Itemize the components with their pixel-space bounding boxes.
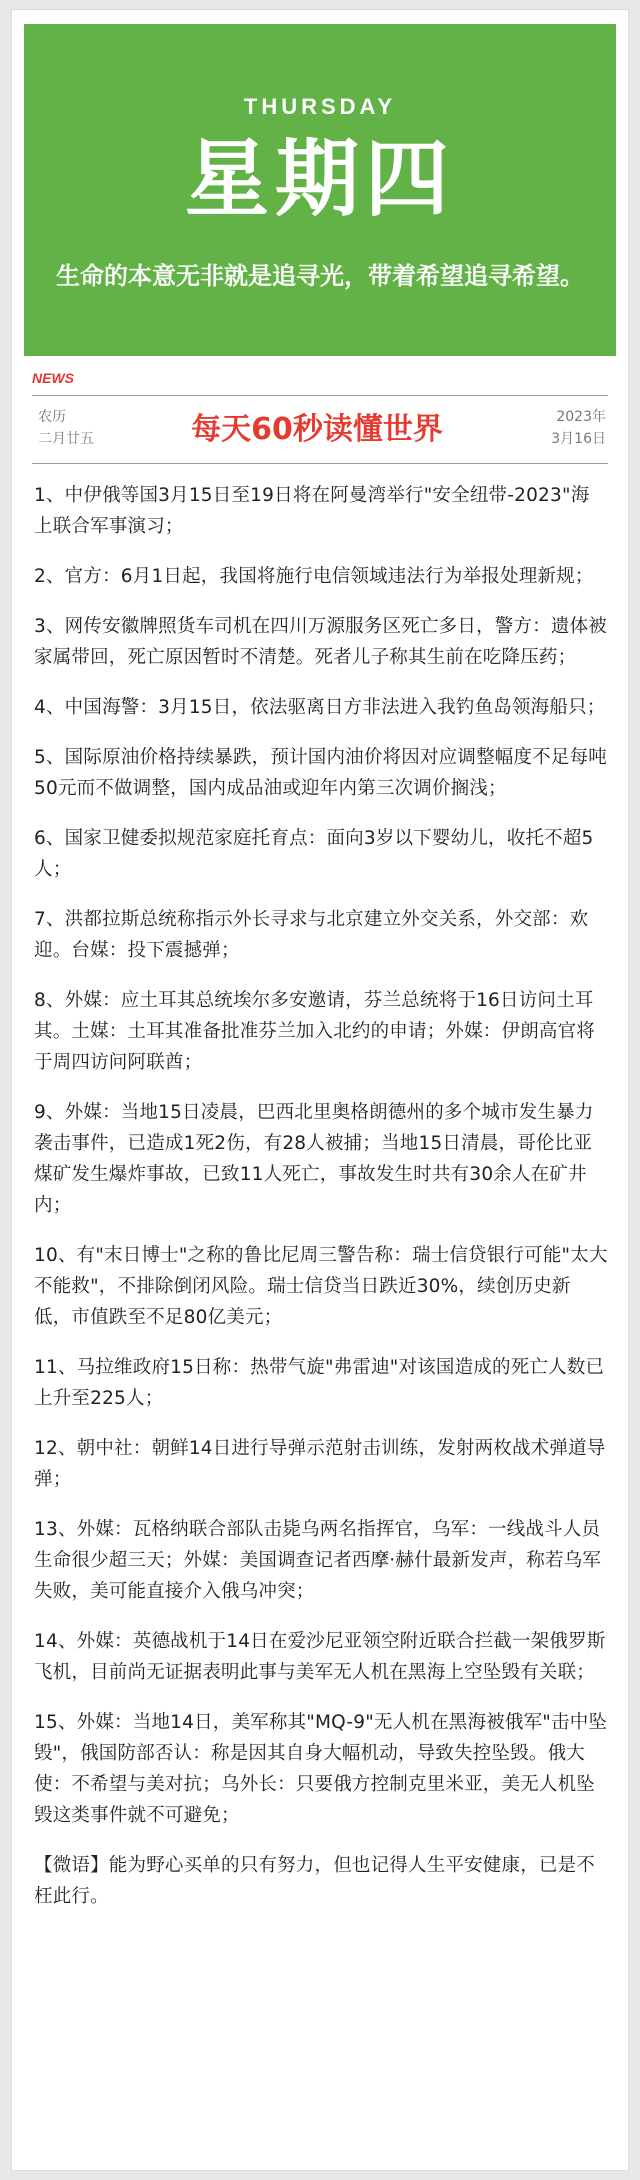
news-tag: NEWS xyxy=(32,370,74,386)
weekday-english: THURSDAY xyxy=(243,94,397,119)
lunar-date-block xyxy=(38,406,94,450)
news-item: 12、朝中社：朝鲜14日进行导弹示范射击训练，发射两枚战术弹道导弹； xyxy=(34,1438,606,1490)
news-item: 8、外媒：应土耳其总统埃尔多安邀请，芬兰总统将于16日访问土耳其。土媒：土耳其准备批准芬兰加入北约的申请；外媒：伊朗高官将于周四访问阿联酋； xyxy=(34,990,596,1073)
header-top-divider xyxy=(32,395,608,396)
news-item: 1、中伊俄等国3月15日至19日将在阿曼湾举行"安全纽带-2023"海上联合军事演习； xyxy=(34,485,590,537)
lunar-label: 农历 xyxy=(38,409,66,425)
date-year: 2023年 xyxy=(556,409,606,425)
news-card xyxy=(12,10,628,2170)
weekday-banner xyxy=(24,24,616,356)
news-item: 10、有"末日博士"之称的鲁比尼周三警告称：瑞士信贷银行可能"太大不能救"，不排除倒闭风险。瑞士信贷当日跌近30%，续创历史新低，市值跌至不足80亿美元； xyxy=(34,1245,608,1328)
news-item: 11、马拉维政府15日称：热带气旋"弗雷迪"对该国造成的死亡人数已上升至225人； xyxy=(34,1357,605,1409)
news-item: 14、外媒：英德战机于14日在爱沙尼亚领空附近联合拦截一架俄罗斯飞机，目前尚无证据表明此事与美军无人机在黑海上空坠毁有关联； xyxy=(34,1631,606,1683)
news-item: 5、国际原油价格持续暴跌，预计国内油价将因对应调整幅度不足每吨50元而不做调整，国内成品油或迎年内第三次调价搁浅； xyxy=(34,747,607,799)
gregorian-date-block xyxy=(551,406,606,450)
news-item: 4、中国海警：3月15日，依法驱离日方非法进入我钓鱼岛领海船只； xyxy=(34,697,606,718)
page-title: 每天60秒读懂世界 xyxy=(191,412,443,447)
news-item: 15、外媒：当地14日，美军称其"MQ-9"无人机在黑海被俄军"击中坠毁"，俄国防部否认：称是因其自身大幅机动，导致失控坠毁。俄大使：不希望与美对抗；乌外长：只要俄方控制克里米亚，美无人机坠毁这类事件就不可避免； xyxy=(34,1712,608,1826)
banner-slogan: 生命的本意无非就是追寻光，带着希望追寻希望。 xyxy=(56,262,584,290)
news-item: 3、网传安徽牌照货车司机在四川万源服务区死亡多日，警方：遗体被家属带回，死亡原因暂时不清楚。死者儿子称其生前在吃降压药； xyxy=(34,616,607,668)
news-item: 6、国家卫健委拟规范家庭托育点：面向3岁以下婴幼儿，收托不超5人； xyxy=(34,828,594,880)
weekday-chinese: 星期四 xyxy=(184,130,455,228)
news-item: 9、外媒：当地15日凌晨，巴西北里奥格朗德州的多个城市发生暴力袭击事件，已造成1死2伤，有28人被捕；当地15日清晨，哥伦比亚煤矿发生爆炸事故，已致11人死亡，事故发生时共有30余人在矿井内； xyxy=(34,1102,594,1216)
news-list xyxy=(34,480,608,1931)
closing-quote: 【微语】能为野心买单的只有努力，但也记得人生平安健康，已是不枉此行。 xyxy=(34,1855,596,1907)
news-item: 2、官方：6月1日起，我国将施行电信领域违法行为举报处理新规； xyxy=(34,566,594,587)
news-item: 13、外媒：瓦格纳联合部队击毙乌两名指挥官，乌军：一线战斗人员生命很少超三天；外媒：美国调查记者西摩·赫什最新发声，称若乌军失败，美可能直接介入俄乌冲突； xyxy=(34,1519,602,1602)
lunar-date: 二月廿五 xyxy=(38,431,94,447)
header-bottom-divider xyxy=(32,463,608,464)
date-day: 3月16日 xyxy=(551,431,606,447)
news-item: 7、洪都拉斯总统称指示外长寻求与北京建立外交关系，外交部：欢迎。台媒：投下震撼弹； xyxy=(34,909,589,961)
